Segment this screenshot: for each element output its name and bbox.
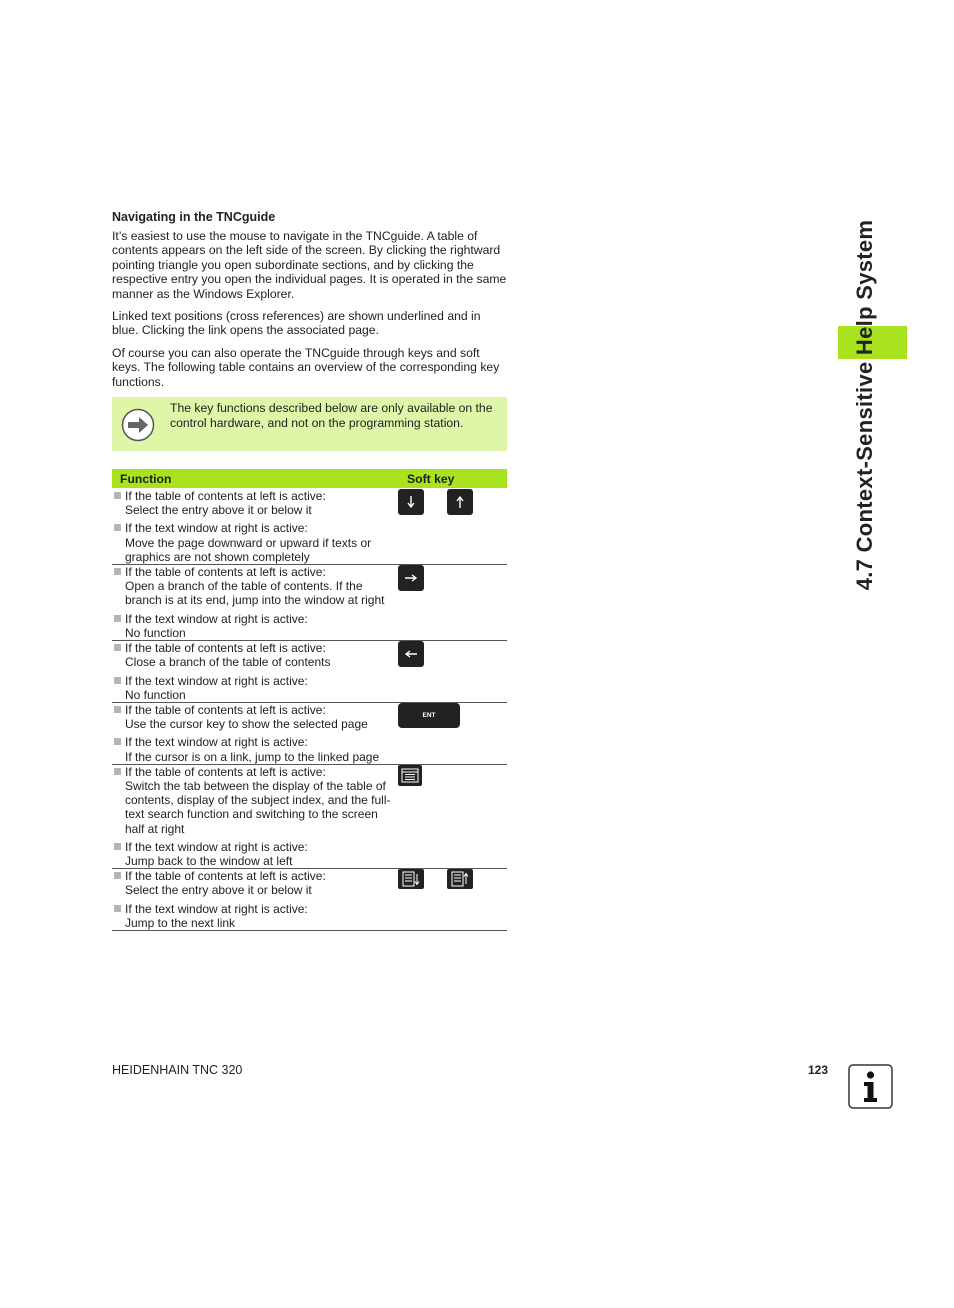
bullet-icon bbox=[114, 524, 121, 531]
bullet-icon bbox=[114, 738, 121, 745]
arrow-left-key-icon[interactable] bbox=[398, 641, 424, 667]
condition-text: If the table of contents at left is active: bbox=[125, 764, 326, 779]
list-item bbox=[112, 641, 398, 669]
chapter-title: 4.7 Context-Sensitive Help System bbox=[852, 219, 877, 591]
softkey-cell bbox=[398, 764, 507, 868]
condition-text: If the table of contents at left is active: bbox=[125, 641, 326, 656]
action-text: Open a branch of the table of contents. If the branch is at its end, jump into the window at right bbox=[125, 579, 385, 608]
action-text: No function bbox=[125, 687, 186, 702]
column-header-function: Function bbox=[112, 469, 398, 489]
table-row bbox=[112, 489, 507, 565]
bullet-icon bbox=[114, 905, 121, 912]
page-down-softkey-icon[interactable] bbox=[398, 869, 424, 889]
function-cell bbox=[112, 702, 398, 764]
action-text: If the cursor is on a link, jump to the linked page bbox=[125, 749, 380, 764]
bullet-icon bbox=[114, 568, 121, 575]
table-row bbox=[112, 702, 507, 764]
bullet-icon bbox=[114, 768, 121, 775]
function-cell bbox=[112, 869, 398, 931]
table-row bbox=[112, 764, 507, 868]
bullet-icon bbox=[114, 644, 121, 651]
bullet-icon bbox=[114, 843, 121, 850]
list-item bbox=[112, 765, 398, 836]
note-box bbox=[112, 397, 507, 451]
condition-text: If the text window at right is active: bbox=[125, 673, 308, 688]
condition-text: If the table of contents at left is active: bbox=[125, 565, 326, 580]
condition-text: If the text window at right is active: bbox=[125, 839, 308, 854]
table-row bbox=[112, 641, 507, 703]
paragraph-1: It’s easiest to use the mouse to navigate in the TNCguide. A table of contents appears on the left side of the screen. By clicking the rightward pointing triangle you open subordinate sections, and by clicking the respective entry you open the individual pages. It is operated in the same manner as the Windows Explorer. bbox=[112, 229, 507, 301]
condition-text: If the text window at right is active: bbox=[125, 521, 308, 536]
bullet-icon bbox=[114, 872, 121, 879]
table-row bbox=[112, 869, 507, 931]
ent-key[interactable] bbox=[398, 703, 460, 728]
table-row bbox=[112, 565, 507, 641]
screen-layout-key-icon[interactable] bbox=[398, 765, 422, 786]
section-heading: Navigating in the TNCguide bbox=[112, 210, 276, 224]
list-item bbox=[112, 703, 398, 731]
action-text: Jump to the next link bbox=[125, 915, 236, 930]
paragraph-3: Of course you can also operate the TNCguide through keys and soft keys. The following table contains an overview of the corresponding key functions. bbox=[112, 345, 500, 389]
page-up-softkey-icon[interactable] bbox=[447, 869, 473, 889]
condition-text: If the table of contents at left is active: bbox=[125, 489, 326, 504]
action-text: Select the entry above it or below it bbox=[125, 883, 312, 898]
action-text: No function bbox=[125, 625, 186, 640]
function-cell bbox=[112, 565, 398, 641]
list-item bbox=[112, 902, 398, 930]
condition-text: If the text window at right is active: bbox=[125, 901, 308, 916]
arrow-right-icon bbox=[121, 408, 155, 442]
condition-text: If the text window at right is active: bbox=[125, 611, 308, 626]
ent-key-label: ENT bbox=[422, 711, 436, 719]
action-text: Move the page downward or upward if texts or graphics are not shown completely bbox=[125, 535, 372, 564]
action-text: Select the entry above it or below it bbox=[125, 503, 312, 518]
function-cell bbox=[112, 489, 398, 565]
table-header bbox=[112, 469, 507, 489]
list-item bbox=[112, 521, 398, 564]
list-item bbox=[112, 869, 398, 897]
softkey-cell bbox=[398, 869, 507, 931]
softkey-cell bbox=[398, 565, 507, 641]
softkey-cell bbox=[398, 702, 507, 764]
note-text: The key functions described below are only available on the control hardware, and not on the programming station. bbox=[170, 401, 493, 430]
page-number: 123 bbox=[808, 1063, 829, 1077]
bullet-icon bbox=[114, 615, 121, 622]
action-text: Close a branch of the table of contents bbox=[125, 655, 331, 670]
key-function-table bbox=[112, 469, 507, 931]
list-item bbox=[112, 612, 398, 640]
info-icon bbox=[848, 1064, 893, 1109]
list-item bbox=[112, 735, 398, 763]
action-text: Jump back to the window at left bbox=[125, 853, 293, 868]
arrow-right-key-icon[interactable] bbox=[398, 565, 424, 591]
condition-text: If the text window at right is active: bbox=[125, 735, 308, 750]
action-text: Use the cursor key to show the selected page bbox=[125, 717, 368, 732]
condition-text: If the table of contents at left is active: bbox=[125, 869, 326, 884]
footer-product-name: HEIDENHAIN TNC 320 bbox=[112, 1063, 243, 1077]
column-header-softkey: Soft key bbox=[398, 469, 507, 489]
function-cell bbox=[112, 764, 398, 868]
bullet-icon bbox=[114, 706, 121, 713]
condition-text: If the table of contents at left is active: bbox=[125, 702, 326, 717]
bullet-icon bbox=[114, 677, 121, 684]
paragraph-2: Linked text positions (cross references) are shown underlined and in blue. Clicking the link opens the associated page. bbox=[112, 309, 481, 338]
function-cell bbox=[112, 641, 398, 703]
main-content bbox=[112, 210, 507, 931]
action-text: Switch the tab between the display of the table of contents, display of the subject index, and the full-text search function and switching to the screen half at right bbox=[125, 778, 391, 836]
bullet-icon bbox=[114, 492, 121, 499]
list-item bbox=[112, 489, 398, 517]
softkey-cell bbox=[398, 641, 507, 703]
arrow-up-key-icon[interactable] bbox=[447, 489, 473, 515]
list-item bbox=[112, 565, 398, 608]
list-item bbox=[112, 674, 398, 702]
list-item bbox=[112, 840, 398, 868]
softkey-cell bbox=[398, 489, 507, 565]
arrow-down-key-icon[interactable] bbox=[398, 489, 424, 515]
